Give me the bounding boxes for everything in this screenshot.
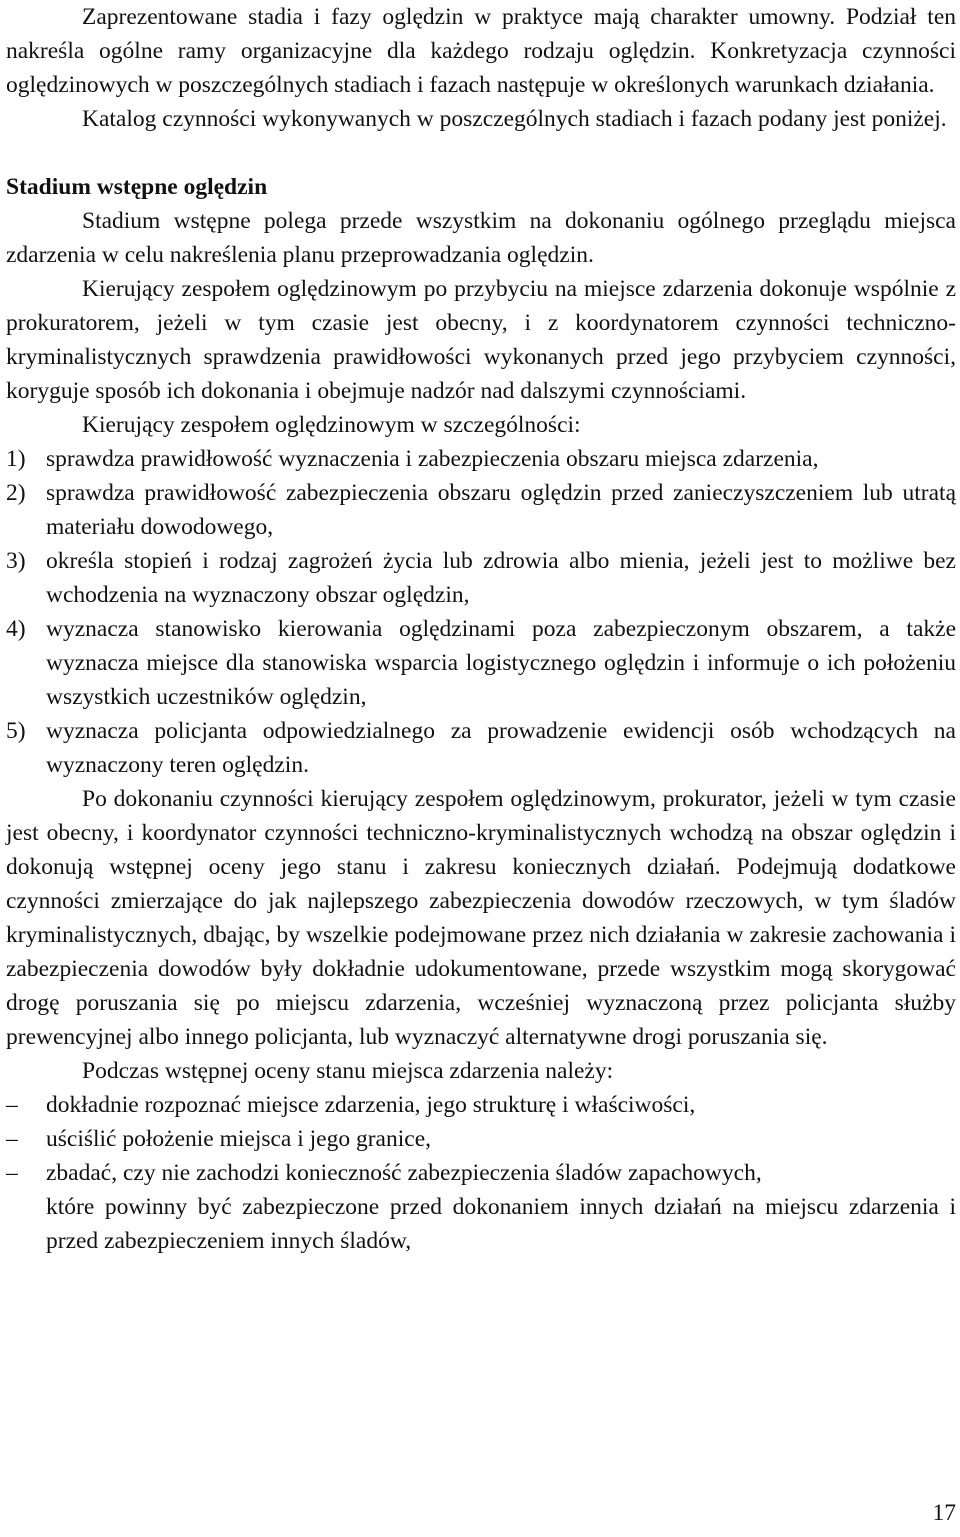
list-item-text: określa stopień i rodzaj zagrożeń życia lub zdrowia albo mienia, jeżeli jest to możliwe bez wchodzenia na wyznaczony obszar oględzin, xyxy=(46,548,956,608)
list-item-text: wyznacza policjanta odpowiedzialnego za prowadzenie ewidencji osób wchodzących na wyznaczony teren oględzin. xyxy=(46,718,956,778)
section-paragraph-3: Kierujący zespołem oględzinowym w szczególności: xyxy=(82,412,581,438)
dash-item-text: dokładnie rozpoznać miejsce zdarzenia, jego strukturę i właściwości, xyxy=(46,1092,696,1118)
dash-marker: – xyxy=(6,1092,18,1118)
intro-paragraph-2: Katalog czynności wykonywanych w poszczególnych stadiach i fazach podany jest poniżej. xyxy=(82,106,947,132)
section-paragraph-2: Kierujący zespołem oględzinowym po przybyciu na miejsce zdarzenia dokonuje wspólnie z prokuratorem, jeżeli w tym czasie jest obecny, i z koordynatorem czynności techniczno-kryminalistycznych sprawdzenia prawidłowości wykonanych przed jego przybyciem czynności, koryguje sposób ich dokonania i obejmuje nadzór nad dalszymi czynnościami. xyxy=(6,276,956,404)
list-item xyxy=(6,544,956,612)
list-item xyxy=(6,476,956,544)
list-marker: 2) xyxy=(6,480,26,506)
document-page xyxy=(6,0,956,1258)
dash-item-text: uściślić położenie miejsca i jego granice, xyxy=(46,1126,431,1152)
section-paragraph-4: Po dokonaniu czynności kierujący zespołem oględzinowym, prokurator, jeżeli w tym czasie jest obecny, i koordynator czynności techniczno-kryminalistycznych wchodzą na obszar oględzin i dokonują wstępnej oceny jego stanu i zakresu koniecznych działań. Podejmują dodatkowe czynności zmierzające do jak najlepszego zabezpieczenia dowodów rzeczowych, w tym śladów kryminalistycznych, dbając, by wszelkie podejmowane przez nich działania w zakresie zachowania i zabezpieczenia dowodów były dokładnie udokumentowane, przede wszystkim mogą skorygować drogę poruszania się po miejscu zdarzenia, wcześniej wyznaczoną przez policjanta służby prewencyjnej albo innego policjanta, lub wyznaczyć alternatywne drogi poruszania się. xyxy=(6,786,956,1050)
list-item-text: wyznacza stanowisko kierowania oględzinami poza zabezpieczonym obszarem, a także wyznacza miejsce dla stanowiska wsparcia logistycznego oględzin i informuje o ich położeniu wszystkich uczestników oględzin, xyxy=(46,616,956,710)
page-number: 17 xyxy=(932,1500,956,1526)
section-paragraph-1: Stadium wstępne polega przede wszystkim na dokonaniu ogólnego przeglądu miejsca zdarzenia w celu nakreślenia planu przeprowadzania oględzin. xyxy=(6,208,956,268)
list-marker: 3) xyxy=(6,548,26,574)
dash-list-item xyxy=(6,1156,956,1190)
list-marker: 5) xyxy=(6,718,26,744)
intro-paragraph-1: Zaprezentowane stadia i fazy oględzin w praktyce mają charakter umowny. Podział ten nakreśla ogólne ramy organizacyjne dla każdego rodzaju oględzin. Konkretyzacja czynności oględzinowych w poszczególnych stadiach i fazach następuje w określonych warunkach działania. xyxy=(6,4,956,98)
dash-marker: – xyxy=(6,1126,18,1152)
list-marker: 4) xyxy=(6,616,26,642)
section-paragraph-5: Podczas wstępnej oceny stanu miejsca zdarzenia należy: xyxy=(82,1058,614,1084)
dash-item-text: zbadać, czy nie zachodzi konieczność zabezpieczenia śladów zapachowych, xyxy=(46,1160,762,1186)
dash-list-item xyxy=(6,1088,956,1122)
list-item xyxy=(6,442,956,476)
dash-marker: – xyxy=(6,1160,18,1186)
list-item xyxy=(6,612,956,714)
dash-list xyxy=(6,1088,956,1190)
numbered-list xyxy=(6,442,956,782)
dash-item-continuation: które powinny być zabezpieczone przed dokonaniem innych działań na miejscu zdarzenia i przed zabezpieczeniem innych śladów, xyxy=(46,1194,956,1254)
section-heading: Stadium wstępne oględzin xyxy=(6,174,268,200)
list-marker: 1) xyxy=(6,446,26,472)
list-item-text: sprawdza prawidłowość zabezpieczenia obszaru oględzin przed zanieczyszczeniem lub utratą materiału dowodowego, xyxy=(46,480,956,540)
list-item xyxy=(6,714,956,782)
list-item-text: sprawdza prawidłowość wyznaczenia i zabezpieczenia obszaru miejsca zdarzenia, xyxy=(46,446,819,472)
dash-list-item xyxy=(6,1122,956,1156)
